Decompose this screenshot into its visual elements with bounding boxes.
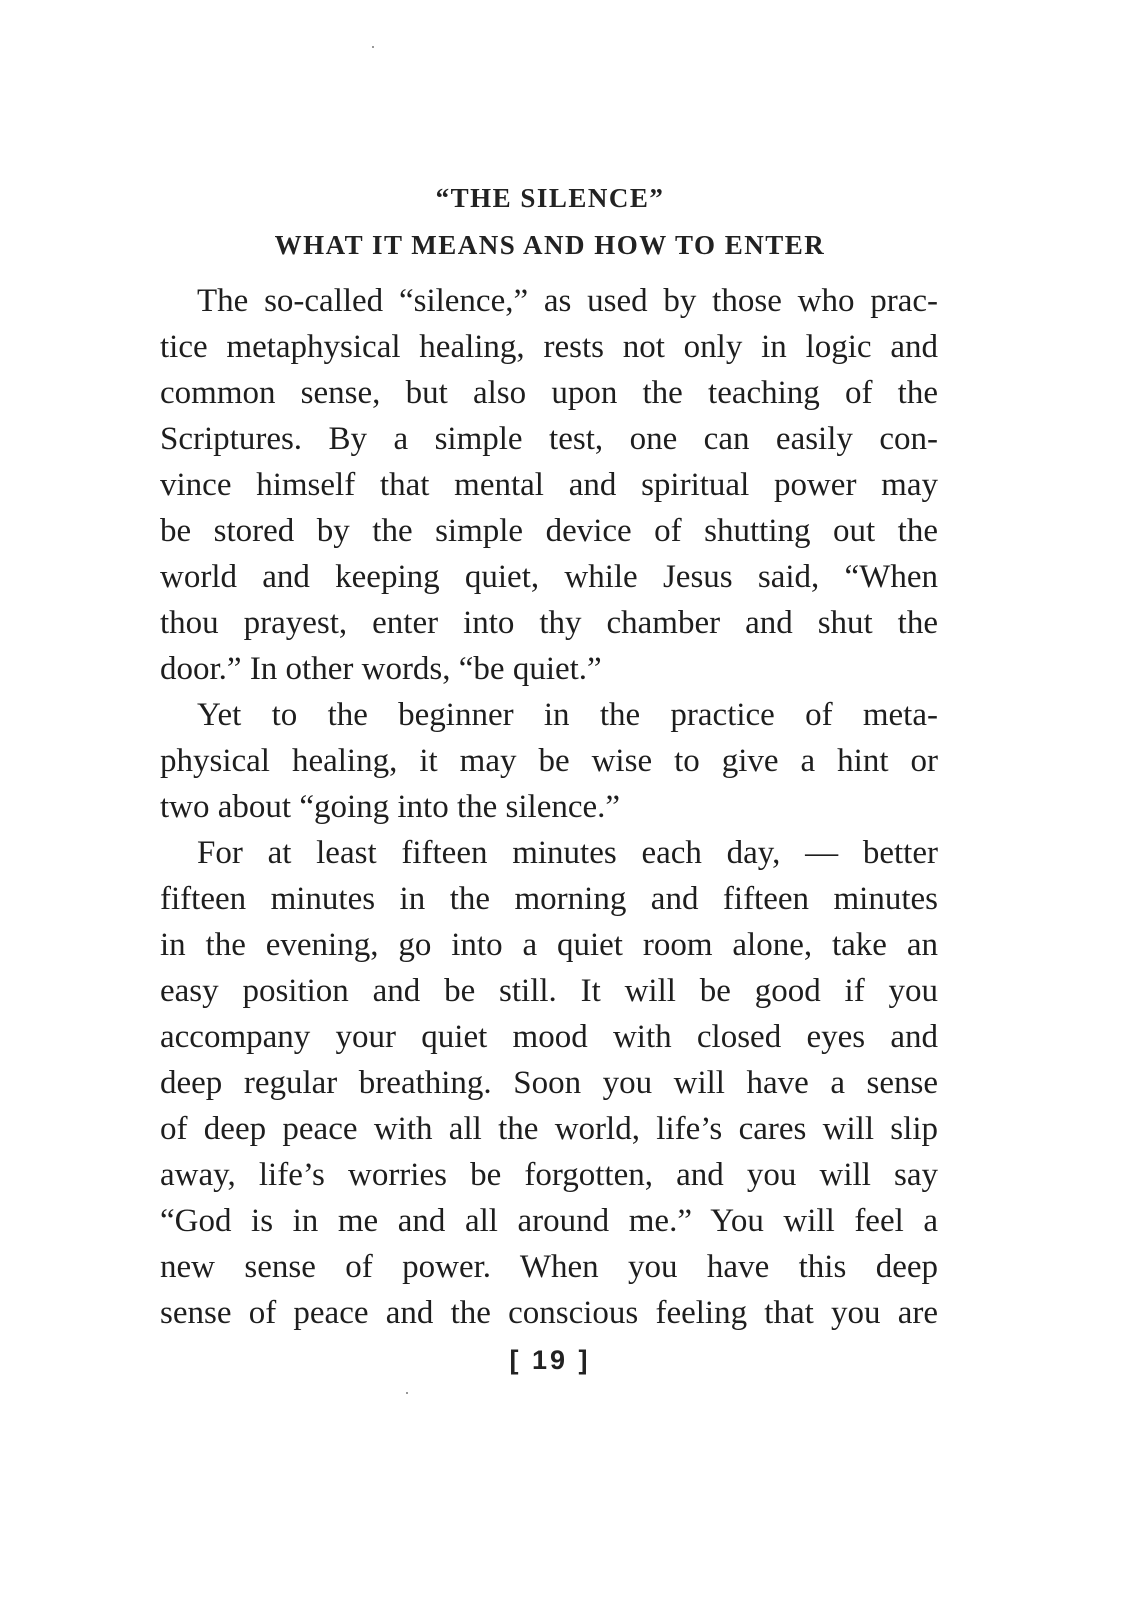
page-number: [ 19 ] — [509, 1345, 591, 1375]
scan-speck — [406, 1392, 408, 1394]
chapter-subtitle: WHAT IT MEANS AND HOW TO ENTER — [274, 230, 826, 260]
text-line: physical healing, it may be wise to give a hint or — [160, 743, 938, 779]
text-line: accompany your quiet mood with closed eyes and — [160, 1019, 938, 1055]
text-line: door.” In other words, “be quiet.” — [160, 651, 602, 687]
text-line: sense of peace and the conscious feeling that you are — [160, 1295, 938, 1331]
text-line: For at least fifteen minutes each day, — better — [197, 835, 938, 871]
text-line: tice metaphysical healing, rests not only in logic and — [160, 329, 938, 365]
text-line: vince himself that mental and spiritual power may — [160, 467, 938, 503]
text-line: Yet to the beginner in the practice of meta- — [197, 697, 938, 733]
paragraph-1 — [160, 278, 938, 692]
scan-speck — [372, 46, 374, 48]
text-line: of deep peace with all the world, life’s cares will slip — [160, 1111, 938, 1147]
text-line: new sense of power. When you have this deep — [160, 1249, 938, 1285]
text-line: common sense, but also upon the teaching of the — [160, 375, 938, 411]
paragraph-2 — [160, 692, 938, 830]
chapter-title: “THE SILENCE” — [435, 183, 665, 213]
text-line: be stored by the simple device of shutting out the — [160, 513, 938, 549]
text-line: Scriptures. By a simple test, one can easily con- — [160, 421, 938, 457]
text-line: The so-called “silence,” as used by those who prac- — [197, 283, 938, 319]
paragraph-3 — [160, 830, 938, 1336]
text-line: “God is in me and all around me.” You will feel a — [160, 1203, 938, 1239]
text-line: world and keeping quiet, while Jesus said, “When — [160, 559, 938, 595]
text-line: deep regular breathing. Soon you will have a sense — [160, 1065, 938, 1101]
text-line: in the evening, go into a quiet room alone, take an — [160, 927, 938, 963]
text-line: fifteen minutes in the morning and fifteen minutes — [160, 881, 938, 917]
text-line: away, life’s worries be forgotten, and you will say — [160, 1157, 938, 1193]
text-line: thou prayest, enter into thy chamber and shut the — [160, 605, 938, 641]
text-line: easy position and be still. It will be good if you — [160, 973, 938, 1009]
text-line: two about “going into the silence.” — [160, 789, 621, 825]
